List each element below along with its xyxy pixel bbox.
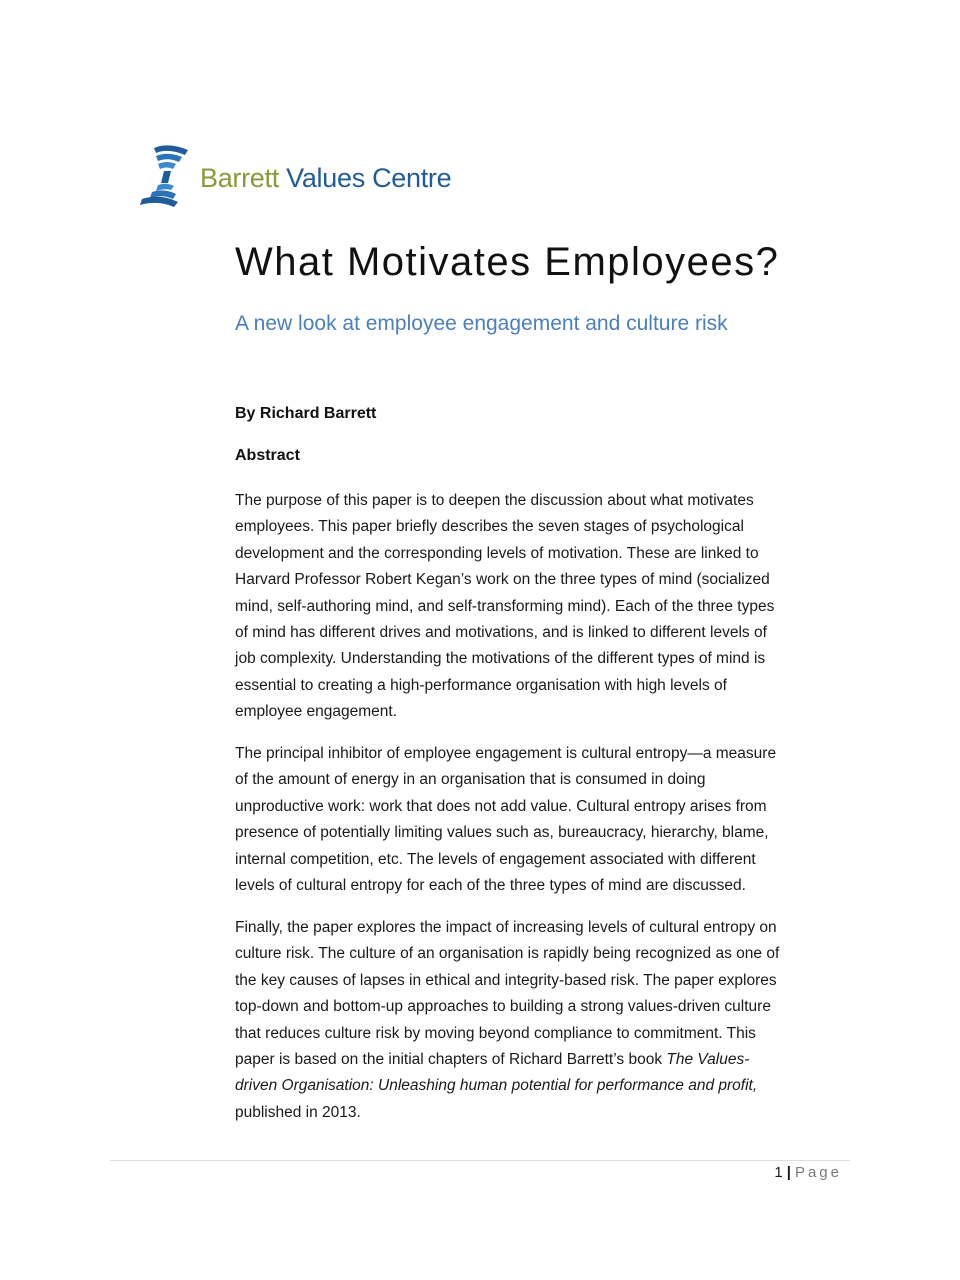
text-line: that reduces culture risk by moving beyond compliance to commitment. This — [235, 1024, 756, 1042]
text-line: employees. This paper briefly describes the seven stages of psychological — [235, 518, 744, 536]
author-byline: By Richard Barrett — [235, 405, 377, 422]
page-title: What Motivates Employees? — [235, 240, 780, 284]
text-line: mind, self-authoring mind, and self-transforming mind). Each of the three types — [235, 597, 775, 615]
text-line: top-down and bottom-up approaches to building a strong values-driven culture — [235, 998, 771, 1016]
text-line: job complexity. Understanding the motivations of the different types of mind is — [235, 650, 766, 668]
logo-word-barrett: Barrett — [200, 163, 279, 193]
page-number: 1 — [774, 1164, 783, 1181]
text-line: The purpose of this paper is to deepen the discussion about what motivates — [235, 492, 754, 509]
logo — [138, 144, 451, 210]
page-label: Page — [794, 1164, 842, 1181]
text-line: Harvard Professor Robert Kegan’s work on the three types of mind (socialized — [235, 571, 770, 589]
text-line: culture risk. The culture of an organisation is rapidly being recognized as one of — [235, 945, 780, 963]
text-line: internal competition, etc. The levels of engagement associated with different — [235, 850, 756, 868]
text-line: development and the corresponding levels of motivation. These are linked to — [235, 544, 759, 562]
abstract-paragraph-1 — [235, 488, 850, 726]
text-line: levels of cultural entropy for each of the three types of mind are discussed. — [235, 877, 746, 895]
abstract-paragraph-2 — [235, 741, 850, 899]
logo-wordmark — [200, 162, 451, 192]
text-line: published in 2013. — [235, 1103, 361, 1121]
book-title-part-2: driven Organisation: Unleashing human potential for performance and profit, — [235, 1077, 758, 1095]
footer-separator: | — [786, 1164, 791, 1181]
text-line: Finally, the paper explores the impact of increasing levels of cultural entropy on — [235, 919, 777, 936]
text-line-plain: paper is based on the initial chapters of Richard Barrett’s book — [235, 1051, 667, 1069]
text-line: unproductive work: work that does not add value. Cultural entropy arises from — [235, 797, 767, 815]
logo-word-values-centre: Values Centre — [286, 163, 452, 193]
barrett-logo-icon — [138, 144, 196, 210]
page-subtitle: A new look at employee engagement and culture risk — [235, 312, 728, 335]
text-line: employee engagement. — [235, 703, 398, 721]
text-line — [235, 1073, 850, 1099]
text-line: of mind has different drives and motivations, and is linked to different levels of — [235, 624, 767, 642]
text-line: of the amount of energy in an organisation that is consumed in doing — [235, 771, 706, 789]
text-line: presence of potentially limiting values such as, bureaucracy, hierarchy, blame, — [235, 824, 769, 842]
text-line: the key causes of lapses in ethical and integrity-based risk. The paper explores — [235, 971, 777, 989]
page-footer — [774, 1164, 842, 1181]
text-line: essential to creating a high-performance organisation with high levels of — [235, 676, 727, 694]
text-line: The principal inhibitor of employee engagement is cultural entropy—a measure — [235, 745, 777, 762]
abstract-paragraph-3 — [235, 915, 850, 1126]
text-line — [235, 1047, 850, 1073]
footer-divider — [110, 1160, 850, 1161]
book-title-part-1: The Values- — [666, 1051, 750, 1069]
abstract-heading: Abstract — [235, 447, 300, 464]
